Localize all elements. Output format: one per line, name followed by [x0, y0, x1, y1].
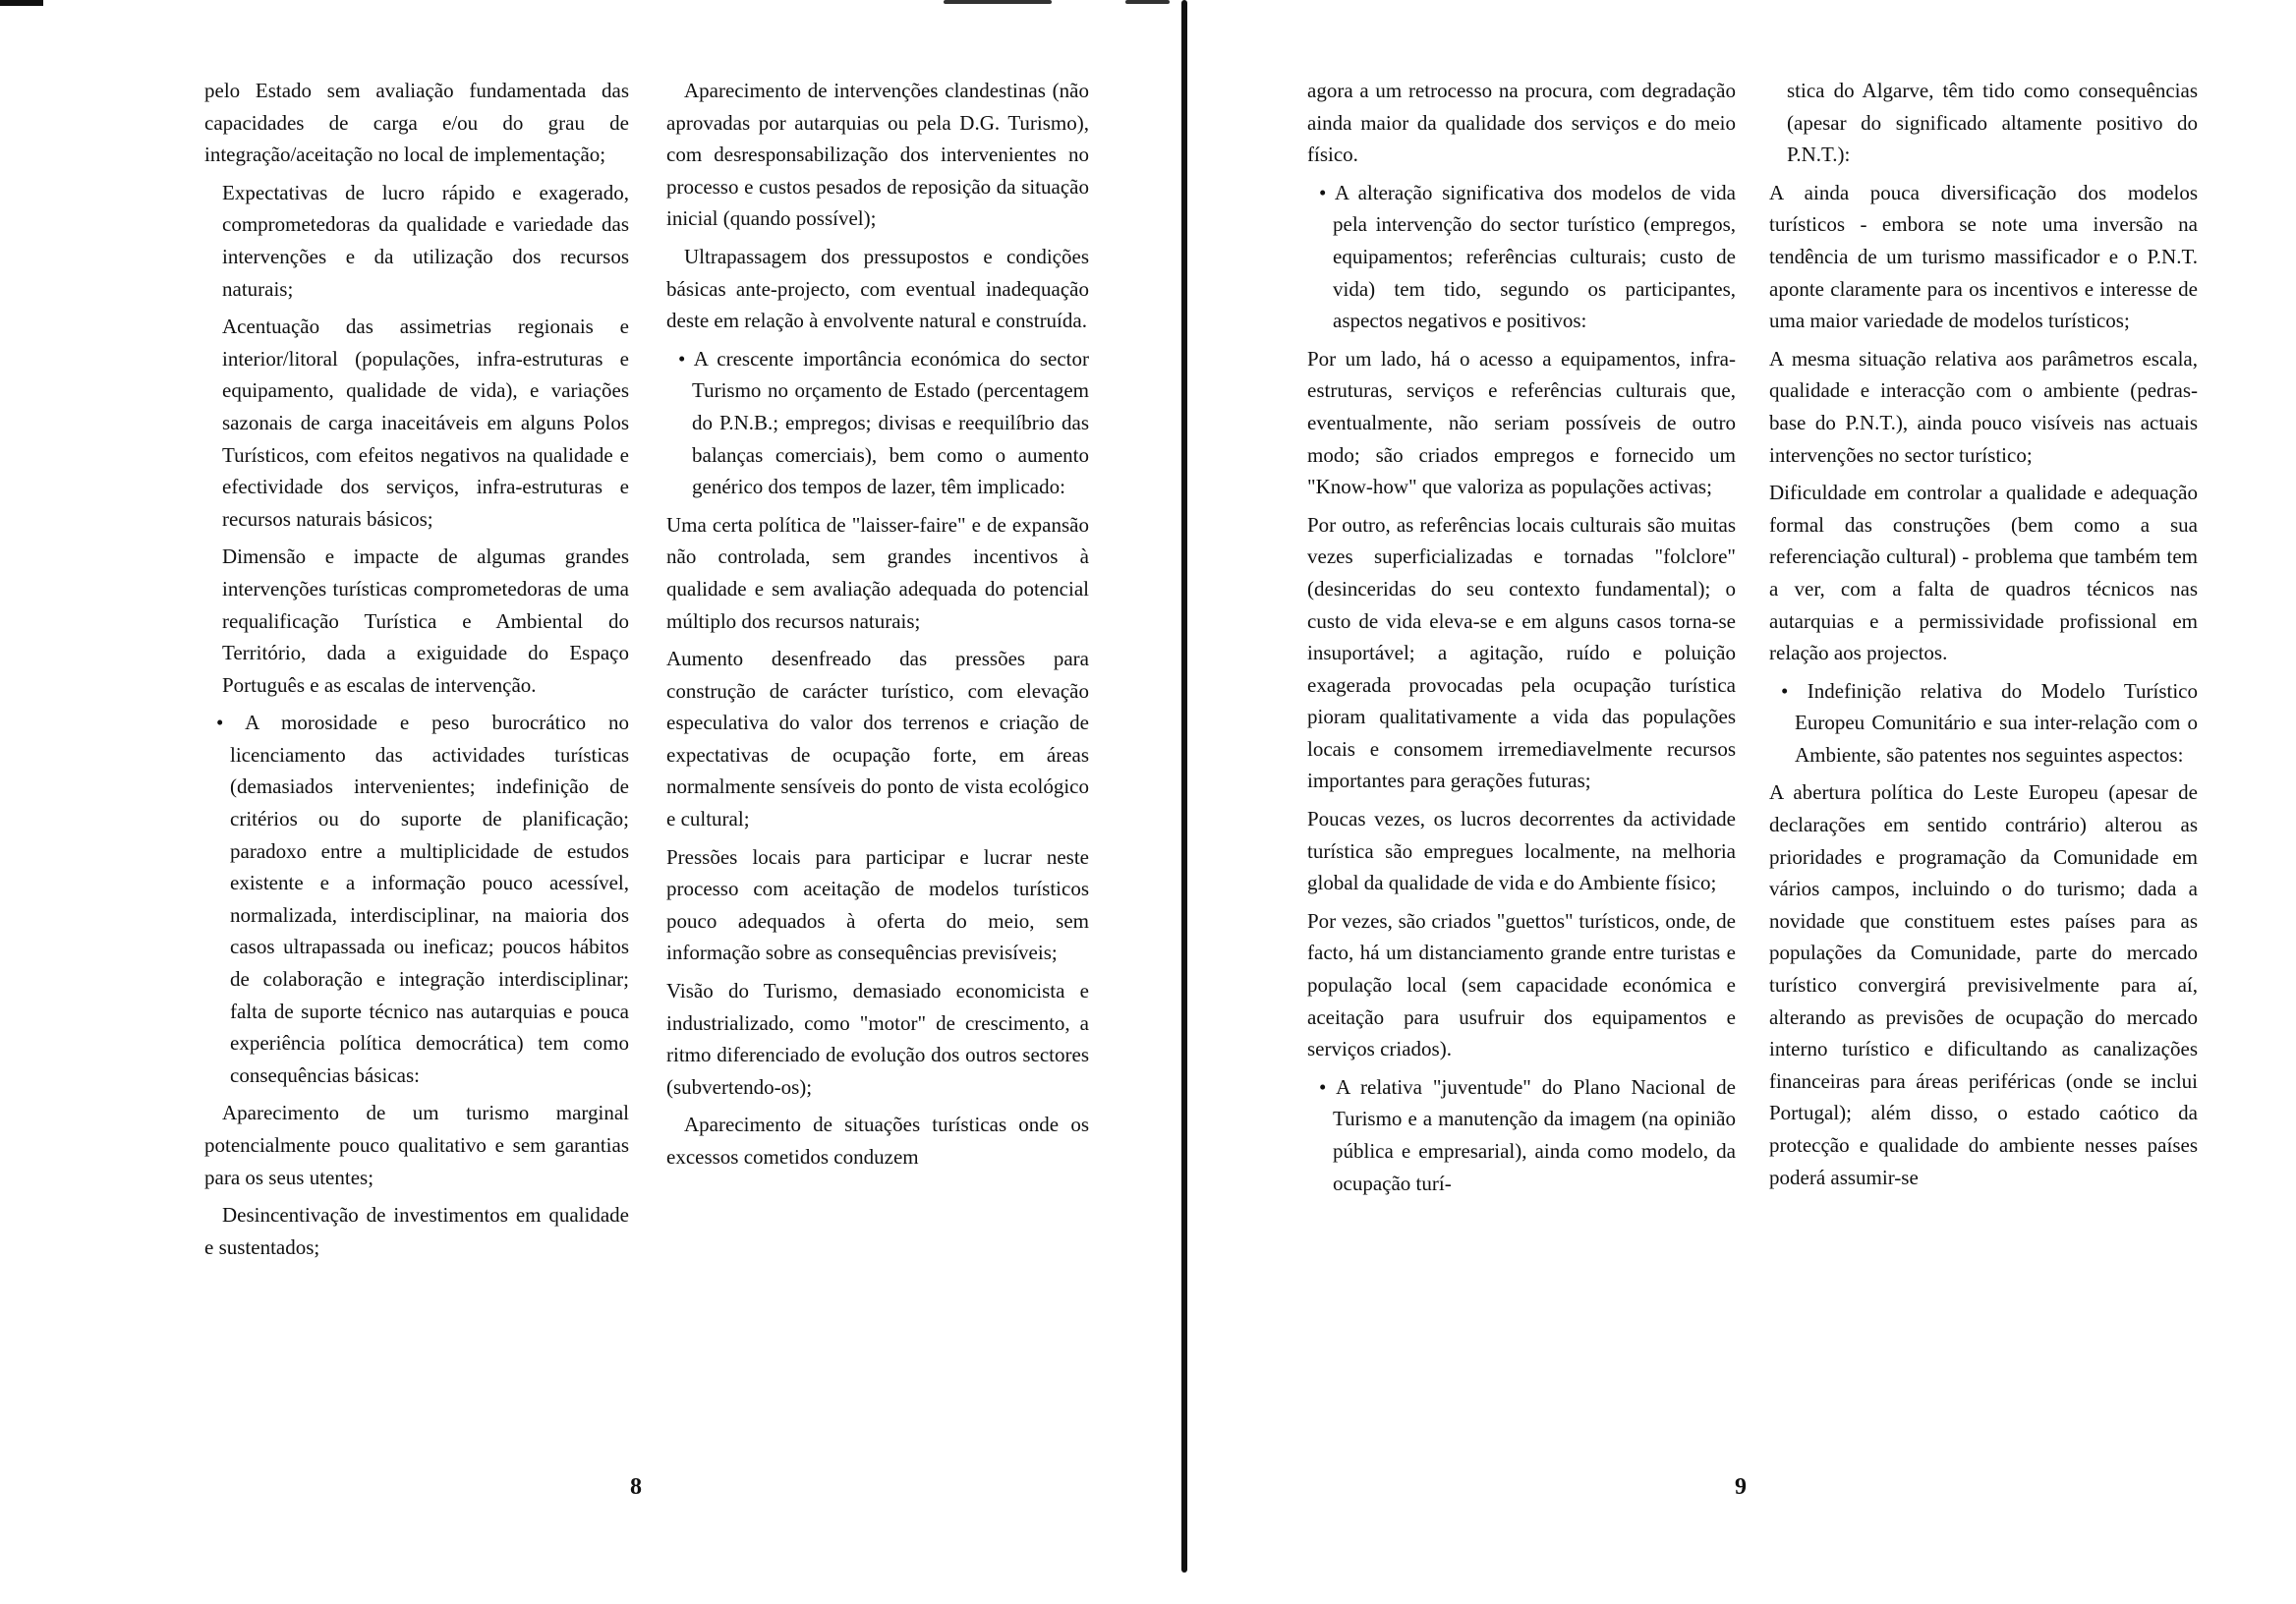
- bullet-paragraph: • A relativa "juventude" do Plano Nacional de Turismo e a manutenção da imagem (na opinião pública e empresarial), ainda como modelo, da ocupação turí-: [1319, 1074, 1736, 1195]
- paragraph: Aparecimento de situações turísticas onde os excessos cometidos conduzem: [666, 1113, 1089, 1169]
- paragraph: Expectativas de lucro rápido e exagerado, comprometedoras da qualidade e variedade das intervenções e da utilização dos recursos naturais;: [222, 180, 629, 301]
- page-number: 9: [1735, 1474, 1747, 1500]
- left-page-column-1: [204, 75, 629, 1269]
- paragraph: Desincentivação de investimentos em qualidade e sustentados;: [204, 1203, 629, 1259]
- paragraph: pelo Estado sem avaliação fundamentada das capacidades de carga e/ou do grau de integração/aceitação no local de implementação;: [204, 79, 629, 167]
- paragraph: Acentuação das assimetrias regionais e interior/litoral (populações, infra-estruturas e equipamento, qualidade de vida), e variações sazonais de carga inaceitáveis em alguns Polos Turísticos, com efeitos negativos na qualidade e efectividade dos serviços, infra-estruturas e recursos naturais básicos;: [222, 315, 629, 531]
- paragraph: Por outro, as referências locais culturais são muitas vezes superficializadas e tornadas "folclore" (desinceridas do seu contexto fundamental); o custo de vida eleva-se e em alguns casos torna-se insuportável; a agitação, ruído e poluição exagerada provocadas pela ocupação turística pioram qualitativamente a vida das populações locais e consomem irremediavelmente recursos importantes para gerações futuras;: [1307, 512, 1736, 793]
- paragraph: Poucas vezes, os lucros decorrentes da actividade turística são empregues localmente, na melhoria global da qualidade de vida e do Ambiente físico;: [1307, 807, 1736, 895]
- paragraph: agora a um retrocesso na procura, com degradação ainda maior da qualidade dos serviços e do meio físico.: [1307, 79, 1736, 167]
- paragraph: Visão do Turismo, demasiado economicista e industrializado, como "motor" de crescimento, a ritmo diferenciado de evolução dos outros sectores (subvertendo-os);: [666, 979, 1089, 1099]
- paragraph: Uma certa política de "laisser-faire" e de expansão não controlada, sem grandes incentivos à qualidade e sem avaliação adequada do potencial múltiplo dos recursos naturais;: [666, 512, 1089, 633]
- bullet-paragraph: • Indefinição relativa do Modelo Turístico Europeu Comunitário e sua inter-relação com o Ambiente, são patentes nos seguintes aspectos:: [1781, 678, 2198, 767]
- bullet-paragraph: • A crescente importância económica do sector Turismo no orçamento de Estado (percentagem do P.N.B.; empregos; divisas e reequilíbrio das balanças comerciais), bem como o aumento genérico dos tempos de lazer, têm implicado:: [678, 346, 1089, 499]
- paragraph: A abertura política do Leste Europeu (apesar de declarações em sentido contrário) alterou as prioridades e programação da Comunidade em vários campos, incluindo o do turismo; dada a novidade que constituem estes países para as populações da Comunidade, parte do mercado turístico convergirá previsivelmente para aí, alterando as previsões de ocupação do mercado interno turístico e dificultando as canalizações financeiras para áreas periféricas (onde se inclui Portugal); além disso, o estado caótico da protecção e qualidade do ambiente nesses países poderá assumir-se: [1769, 780, 2198, 1189]
- paragraph: A mesma situação relativa aos parâmetros escala, qualidade e interacção com o ambiente (pedras-base do P.N.T.), ainda pouco visíveis nas actuais intervenções no sector turístico;: [1769, 346, 2198, 467]
- paragraph: Por vezes, são criados "guettos" turísticos, onde, de facto, há um distanciamento grande entre turistas e população local (sem capacidade económica e aceitação para usufruir dos equipamentos e serviços criados).: [1307, 908, 1736, 1061]
- paragraph: Ultrapassagem dos pressupostos e condições básicas ante-projecto, com eventual inadequação deste em relação à envolvente natural e construída.: [666, 244, 1089, 333]
- left-page-column-2: [666, 75, 1089, 1179]
- paragraph: stica do Algarve, têm tido como consequências (apesar do significado altamente positivo do P.N.T.):: [1787, 79, 2198, 167]
- paragraph: Aparecimento de um turismo marginal potencialmente pouco qualitativo e sem garantias para os seus utentes;: [204, 1101, 629, 1189]
- page-number: 8: [630, 1474, 642, 1500]
- right-page-column-1: [1307, 75, 1736, 1205]
- paragraph: Aparecimento de intervenções clandestinas (não aprovadas por autarquias ou pela D.G. Turismo), com desresponsabilização dos intervenientes no processo e custos pesados de reposição da situação inicial (quando possível);: [666, 79, 1089, 231]
- paragraph: Dimensão e impacte de algumas grandes intervenções turísticas comprometedoras de uma requalificação Turística e Ambiental do Território, dada a exiguidade do Espaço Português e as escalas de intervenção.: [222, 544, 629, 697]
- bullet-paragraph: • A morosidade e peso burocrático no licenciamento das actividades turísticas (demasiados intervenientes; indefinição de critérios ou do suporte de planificação; paradoxo entre a multiplicidade de estudos existente e a informação pouco acessível, normalizada, interdisciplinar, na maioria dos casos ultrapassada ou ineficaz; poucos hábitos de colaboração e integração interdisciplinar; falta de suporte técnico nas autarquias e pouca experiência política democrática) tem como consequências básicas:: [216, 711, 629, 1087]
- paragraph: Pressões locais para participar e lucrar neste processo com aceitação de modelos turísticos pouco adequados à oferta do meio, sem informação sobre as consequências previsíveis;: [666, 844, 1089, 965]
- paragraph: Aumento desenfreado das pressões para construção de carácter turístico, com elevação especulativa do valor dos terrenos e criação de expectativas de ocupação forte, em áreas normalmente sensíveis do ponto de vista ecológico e cultural;: [666, 647, 1089, 831]
- paragraph: Por um lado, há o acesso a equipamentos, infra-estruturas, serviços e referências culturais que, eventualmente, não seriam possíveis de outro modo; são criados empregos e fornecido um "Know-how" que valoriza as populações activas;: [1307, 346, 1736, 499]
- bullet-paragraph: • A alteração significativa dos modelos de vida pela intervenção do sector turístico (empregos, equipamentos; referências culturais; custo de vida) tem tido, segundo os participantes, aspectos negativos e positivos:: [1319, 180, 1736, 333]
- paragraph: Dificuldade em controlar a qualidade e adequação formal das construções (bem como a sua referenciação cultural) - problema que também tem a ver, com a falta de quadros técnicos nas autarquias e a permissividade profissional em relação aos projectos.: [1769, 481, 2198, 665]
- paragraph: A ainda pouca diversificação dos modelos turísticos - embora se note uma inversão na tendência de um turismo massificador e o P.N.T. aponte claramente para os incentivos e interesse de uma maior variedade de modelos turísticos;: [1769, 180, 2198, 333]
- right-page-column-2: [1769, 75, 2198, 1199]
